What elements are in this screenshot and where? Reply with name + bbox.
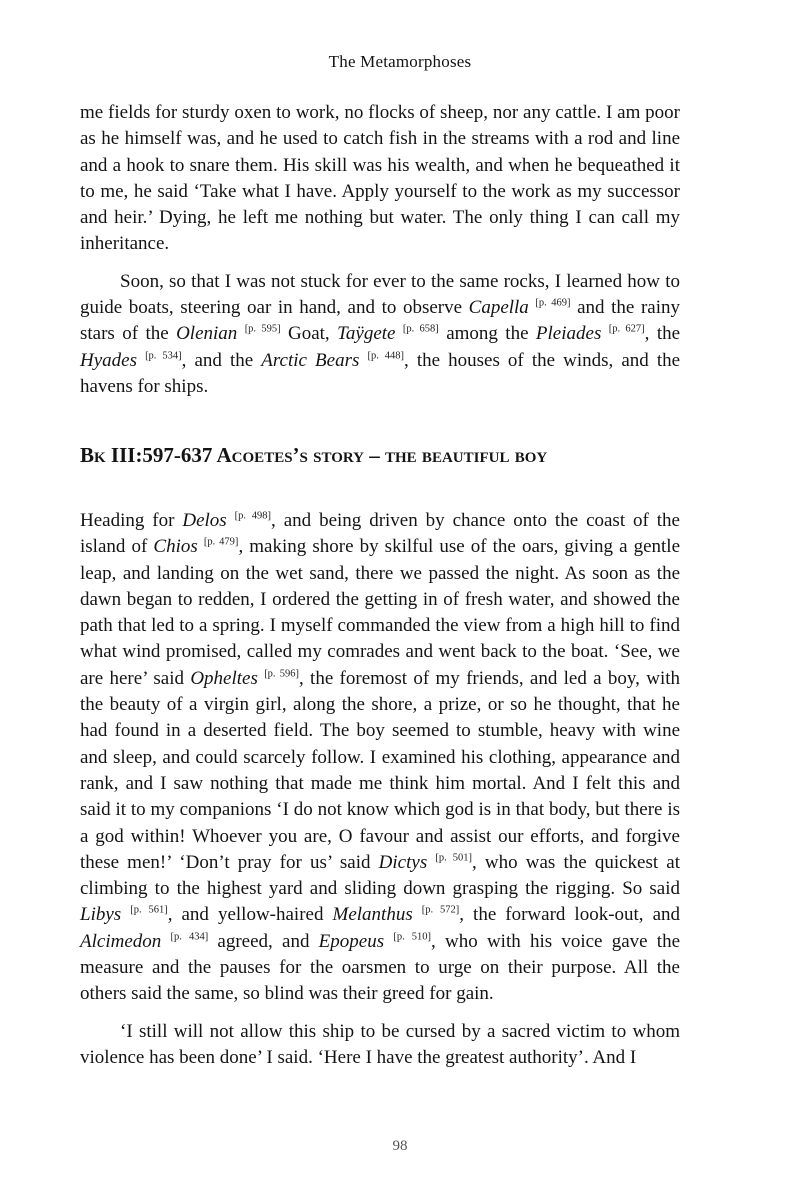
page-reference[interactable]: [p. 595]: [244, 324, 281, 336]
name-epopeus: Epopeus: [318, 930, 385, 952]
name-arctic-bears: Arctic Bears: [261, 349, 360, 371]
text-block-upper: [80, 100, 680, 400]
paragraph-refusal: ‘I still will not allow this ship to be cursed by a sacred victim to whom violence has been done’ I said. ‘Here I have the greatest authority’. And I: [80, 1020, 680, 1068]
name-hyades: Hyades: [80, 349, 137, 371]
page-reference[interactable]: [p. 534]: [145, 350, 182, 362]
paragraph-heading-for-delos: Heading for Delos [p. 498], and being driven by chance onto the coast of the island of Chios [p. 479], making shore by skilful use of the oars, giving a gentle leap, and landing on the wet sand, there we passed the night. As soon as the dawn began to redden, I ordered the getting in of fresh water, and showed the path that led to a spring. I myself commanded the view from a high hill to find what wind promised, called my comrades and went back to the boat. ‘See, we are here’ said Opheltes [p. 596], the foremost of my friends, and led a boy, with the beauty of a virgin girl, along the shore, a prize, or so he thought, that he had found in a deserted field. The boy seemed to stumble, heavy with wine and sleep, and could scarcely follow. I examined his clothing, appearance and rank, and I saw nothing that made me think him mortal. And I felt this and said it to my companions ‘I do not know which god is in that body, but there is a god within! Whoever you are, O favour and assist our efforts, and forgive these men!’ ‘Don’t pray for us’ said Dictys [p. 501], who was the quickest at climbing to the highest yard and sliding down grasping the rigging. So said Libys [p. 561], and yellow-haired Melanthus [p. 572], the forward look-out, and Alcimedon [p. 434] agreed, and Epopeus [p. 510], who with his voice gave the measure and the pauses for the oarsmen to urge on their purpose. All the others said the same, so blind was their greed for gain.: [80, 510, 681, 1005]
paragraph-learning-to-steer: Soon, so that I was not stuck for ever to the same rocks, I learned how to guide boats, steering oar in hand, and to observe Capella [p. 469] and the rainy stars of the Olenian [p. 595] Goat, Taÿgete [p. 658] among the Pleiades [p. 627], the Hyades [p. 534], and the Arctic Bears [p. 448], the houses of the winds, and the havens for ships.: [80, 270, 681, 397]
page-reference[interactable]: [p. 469]: [535, 297, 571, 309]
name-capella: Capella: [468, 297, 529, 319]
page-reference[interactable]: [p. 572]: [421, 905, 460, 917]
page-reference[interactable]: [p. 434]: [170, 931, 209, 943]
name-melanthus: Melanthus: [332, 904, 413, 926]
name-pleiades: Pleiades: [535, 323, 602, 345]
text-block-lower: [80, 508, 680, 1071]
name-delos: Delos: [182, 510, 227, 531]
running-title: The Metamorphoses: [328, 52, 472, 71]
name-libys: Libys: [80, 904, 122, 926]
page-number: 98: [392, 1138, 408, 1154]
section-heading: Bk III:597-637 Acoetes’s story – the beautiful boy: [80, 443, 548, 467]
name-opheltes: Opheltes: [190, 667, 258, 689]
page-reference[interactable]: [p. 498]: [234, 510, 272, 522]
name-olenian: Olenian: [176, 323, 238, 345]
page-reference[interactable]: [p. 479]: [203, 536, 239, 548]
page-reference[interactable]: [p. 596]: [264, 668, 299, 680]
name-chios: Chios: [153, 536, 198, 558]
name-dictys: Dictys: [378, 851, 428, 873]
paragraph-continued: me fields for sturdy oxen to work, no flocks of sheep, nor any cattle. I am poor as he himself was, and he used to catch fish in the streams with a rod and line and a hook to snare them. His skill was his wealth, and when he bequeathed it to me, he said ‘Take what I have. Apply yourself to the work as my successor and heir.’ Dying, he left me nothing but water. The only thing I can call my inheritance.: [80, 102, 680, 255]
page-reference[interactable]: [p. 561]: [130, 905, 168, 917]
page-reference[interactable]: [p. 627]: [608, 324, 645, 336]
page-reference[interactable]: [p. 510]: [393, 931, 432, 943]
name-taygete: Taÿgete: [337, 323, 396, 345]
page-reference[interactable]: [p. 501]: [435, 852, 473, 864]
page-reference[interactable]: [p. 658]: [402, 324, 439, 336]
name-alcimedon: Alcimedon: [80, 930, 162, 952]
page-reference[interactable]: [p. 448]: [367, 350, 405, 362]
